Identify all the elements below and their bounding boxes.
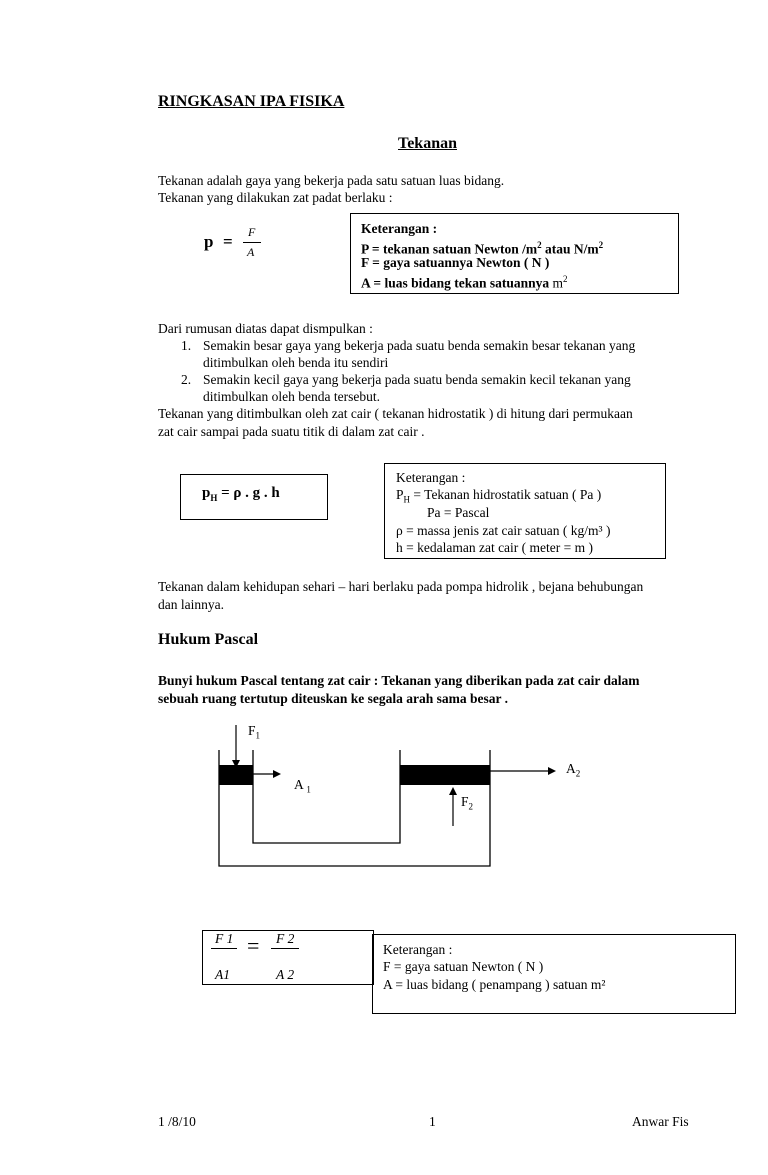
ket2-rho: ρ = massa jenis zat cair satuan ( kg/m³ ) bbox=[396, 523, 611, 538]
pascal-n1: F 1 bbox=[215, 931, 234, 946]
ket3-force: F = gaya satuan Newton ( N ) bbox=[383, 959, 544, 974]
a2-arrow-head bbox=[548, 767, 556, 775]
conclusion-2-line1: Semakin kecil gaya yang bekerja pada suatu benda semakin kecil tekanan yang bbox=[203, 372, 631, 387]
pascal-n2: F 2 bbox=[276, 931, 295, 946]
label-a1: A $_1$ bbox=[294, 777, 311, 795]
large-piston bbox=[400, 765, 490, 785]
ket2-title: Keterangan : bbox=[396, 470, 466, 485]
label-a2: $A_2$ bbox=[566, 761, 581, 779]
conclusion-1-line1: Semakin besar gaya yang bekerja pada suatu benda semakin besar tekanan yang bbox=[203, 338, 636, 353]
conclusion-1-line2: ditimbulkan oleh benda itu sendiri bbox=[203, 355, 389, 370]
formula-denominator: A bbox=[247, 245, 255, 259]
formula-p: p bbox=[204, 232, 214, 251]
intro-line-2: Tekanan yang dilakukan zat padat berlaku : bbox=[158, 190, 393, 205]
ket2-pascal: Pa = Pascal bbox=[427, 505, 490, 520]
hydrostatic-formula: $p_H = \rho$ . g . h bbox=[202, 485, 280, 503]
footer-author: Anwar Fis bbox=[632, 1114, 689, 1129]
hydro-line-2: zat cair sampai pada suatu titik di dalam zat cair . bbox=[158, 424, 425, 439]
footer-date: 1 /8/10 bbox=[158, 1114, 196, 1129]
vessel-inner-wall bbox=[253, 750, 400, 843]
ket1-pressure: P = tekanan satuan Newton $/m^2$ atau $N/m^2$ bbox=[361, 240, 604, 257]
conclusion-2-num: 2. bbox=[181, 372, 192, 387]
formula-equals: = bbox=[223, 232, 233, 251]
conclusion-1-num: 1. bbox=[181, 338, 192, 353]
keterangan-box-3 bbox=[372, 934, 736, 1014]
daily-line-2: dan lainnya. bbox=[158, 597, 224, 612]
a1-arrow-head bbox=[273, 770, 281, 778]
label-f2: $F_2$ bbox=[461, 794, 474, 812]
ket1-area: A = luas bidang tekan satuannya $m^2$ bbox=[361, 274, 568, 291]
hydro-line-1: Tekanan yang ditimbulkan oleh zat cair ( tekanan hidrostatik ) di hitung dari permukaan bbox=[158, 406, 633, 421]
pascal-line-1: Bunyi hukum Pascal tentang zat cair : Tekanan yang diberikan pada zat cair dalam bbox=[158, 673, 640, 688]
conclusion-intro: Dari rumusan diatas dapat dismpulkan : bbox=[158, 321, 373, 336]
pascal-d2: A 2 bbox=[276, 967, 295, 982]
intro-line-1: Tekanan adalah gaya yang bekerja pada satu satuan luas bidang. bbox=[158, 173, 505, 188]
footer-page-number: 1 bbox=[429, 1114, 436, 1129]
formula-numerator: F bbox=[248, 225, 256, 239]
ket3-title: Keterangan : bbox=[383, 942, 453, 957]
ket1-force: F = gaya satuannya Newton ( N ) bbox=[361, 255, 550, 270]
pascal-line-2: sebuah ruang tertutup diteuskan ke segala arah sama besar . bbox=[158, 691, 509, 706]
daily-line-1: Tekanan dalam kehidupan sehari – hari berlaku pada pompa hidrolik , bejana behubungan bbox=[158, 579, 644, 594]
conclusion-2-line2: ditimbulkan oleh benda tersebut. bbox=[203, 389, 380, 404]
pascal-bar-2 bbox=[271, 948, 299, 949]
pascal-heading: Hukum Pascal bbox=[158, 631, 259, 648]
pascal-formula-box bbox=[202, 930, 374, 985]
ket2-ph: $P_H$ = Tekanan hidrostatik satuan ( Pa ) bbox=[396, 487, 602, 505]
document-title: RINGKASAN IPA FISIKA bbox=[158, 93, 345, 110]
section-title: Tekanan bbox=[398, 135, 457, 152]
pascal-equals: = bbox=[247, 933, 260, 958]
ket1-title: Keterangan : bbox=[361, 221, 438, 236]
label-f1: $F_1$ bbox=[248, 723, 261, 741]
f2-arrow-head bbox=[449, 787, 457, 795]
ket3-area: A = luas bidang ( penampang ) satuan m² bbox=[383, 977, 606, 992]
pascal-bar-1 bbox=[211, 948, 237, 949]
pascal-d1: A1 bbox=[215, 967, 230, 982]
ket2-h: h = kedalaman zat cair ( meter = m ) bbox=[396, 540, 594, 555]
